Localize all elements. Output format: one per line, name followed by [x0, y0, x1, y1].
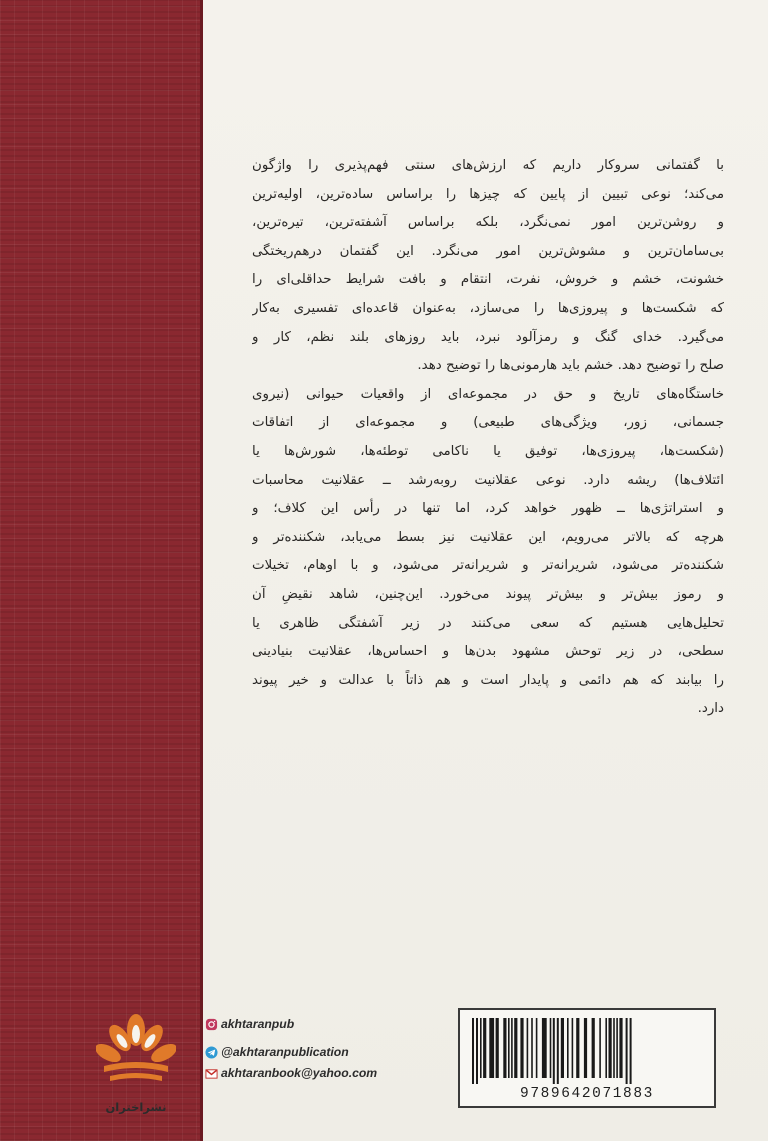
- contact-instagram: [205, 1015, 294, 1033]
- barcode-bar: [592, 1018, 595, 1078]
- barcode-bar: [536, 1018, 538, 1078]
- blurb-line: با گفتمانی سروکار داریم که ارزش‌های سنتی فهم‌پذیری را واژگون: [252, 158, 724, 173]
- blurb-line: دارد.: [697, 701, 724, 717]
- blurb-line: و رموز بیش‌تر و بیش‌تر پیوند می‌خورد. این‌چنین، شاهد نقیضِ آن: [252, 586, 724, 602]
- barcode-bar: [572, 1018, 574, 1078]
- blurb-line: تحلیل‌هایی هستیم که سعی می‌کنند در زیر آشفتگی ظاهری یا: [252, 615, 724, 631]
- blurb-line: صلح را توضیح دهد. خشم باید هارمونی‌ها را توضیح دهد.: [417, 358, 724, 374]
- barcode-bar: [520, 1018, 523, 1078]
- blurb-line: و روشن‌ترین امور نمی‌نگرد، بلکه براساس آشفته‌ترین، تیره‌ترین،: [252, 215, 724, 231]
- barcode-bar: [508, 1018, 510, 1078]
- barcode-bar: [599, 1018, 601, 1078]
- blurb-text: [252, 152, 724, 724]
- barcode-bar: [619, 1018, 622, 1078]
- barcode-bar: [576, 1018, 579, 1078]
- blurb-line: جسمانی، زور، ویژگی‌های طبیعی) و مجموعه‌ای از اتفاقات: [252, 415, 724, 431]
- barcode-bar: [609, 1018, 612, 1078]
- barcode-bar: [584, 1018, 587, 1078]
- barcode-bars: [470, 1018, 704, 1084]
- barcode-bar: [483, 1018, 486, 1078]
- isbn-barcode: [458, 1008, 716, 1108]
- barcode-bar: [630, 1018, 632, 1084]
- barcode-bar: [616, 1018, 618, 1078]
- blurb-line: (شکست‌ها، پیروزی‌ها، توفیق یا ناکامی توطئه‌ها، شورش‌ها یا: [252, 443, 724, 459]
- isbn-number: 9789642071883: [520, 1086, 654, 1102]
- blurb-line: هرچه که بالاتر می‌رویم، این عقلانیت نیز بسط می‌یابد، شکننده‌تر و: [252, 529, 724, 545]
- barcode-bar: [605, 1018, 607, 1078]
- barcode-bar: [613, 1018, 615, 1078]
- blurb-line: را بیابند که هم دائمی و پایدار است و هم ذاتاً با عدالت و خیر پیوند: [252, 672, 724, 688]
- blurb-line: می‌گیرد. خدای گنگ و رمزآلود نبرد، باید روزهای بلند نظم، کار و: [252, 329, 724, 345]
- barcode-bar: [489, 1018, 494, 1078]
- barcode-bar: [557, 1018, 559, 1084]
- barcode-bar: [514, 1018, 517, 1078]
- blurb-line: می‌کند؛ نوعی تبیین از پایین که چیزها را براساس ساده‌ترین، اولیه‌ترین: [252, 186, 724, 202]
- barcode-bar: [553, 1018, 555, 1084]
- barcode-bar: [542, 1018, 547, 1078]
- blurb-line: و استراتژی‌ها ــ ظهور خواهد کرد، اما تنها در رأس این کلاف؛ و: [252, 501, 724, 517]
- blurb-line: بی‌سامان‌ترین و مشوش‌ترین امور می‌نگرد. این گفتمان درهم‌ریختگی: [252, 243, 724, 259]
- telegram-handle: @akhtaranpublication: [221, 1045, 349, 1059]
- barcode-bar: [496, 1018, 499, 1078]
- barcode-bar: [511, 1018, 513, 1078]
- publisher-name: نشراختران: [105, 1100, 167, 1114]
- telegram-icon: [205, 1046, 218, 1059]
- barcode-bar: [567, 1018, 569, 1078]
- mail-icon: [205, 1067, 218, 1080]
- flower-logo-icon: [96, 1008, 176, 1098]
- instagram-handle: akhtaranpub: [221, 1017, 295, 1031]
- spine-band: [0, 0, 200, 1141]
- barcode-bar: [550, 1018, 552, 1078]
- barcode-bar: [503, 1018, 506, 1078]
- email-address: akhtaranbook@yahoo.com: [221, 1066, 378, 1080]
- barcode-bar: [527, 1018, 529, 1078]
- contact-email: [205, 1064, 377, 1082]
- blurb-line: ائتلاف‌ها) ریشه دارد. نوعی عقلانیت روبه‌رشد ــ عقلانیت محاسبات: [252, 472, 724, 488]
- barcode-bar: [531, 1018, 533, 1078]
- instagram-icon: [205, 1018, 218, 1031]
- barcode-bar: [626, 1018, 628, 1084]
- blurb-line: که شکست‌ها و پیروزی‌ها را می‌سازد، به‌عنوان قاعده‌ای تفسیری به‌کار: [252, 300, 724, 316]
- blurb-line: خشونت، خشم و خروش، نفرت، انتقام و بافت شرایط حداقلی‌ای را: [252, 272, 724, 288]
- barcode-bar: [561, 1018, 564, 1078]
- contact-telegram: [205, 1043, 349, 1061]
- blurb-line: سطحی، در زیر توحش مشهود بدن‌ها و احساس‌ها، عقلانیت بنیادینی: [252, 644, 724, 660]
- blurb-line: خاستگاه‌های تاریخ و حق در مجموعه‌ای از واقعیات حیوانی (نیروی: [252, 386, 724, 402]
- barcode-bar: [472, 1018, 474, 1084]
- barcode-bar: [476, 1018, 478, 1084]
- barcode-bar: [480, 1018, 482, 1078]
- blurb-line: شکننده‌تر می‌شود، شریرانه‌تر و شریرانه‌تر می‌شود، و با اوهام، تخیلات: [252, 558, 724, 574]
